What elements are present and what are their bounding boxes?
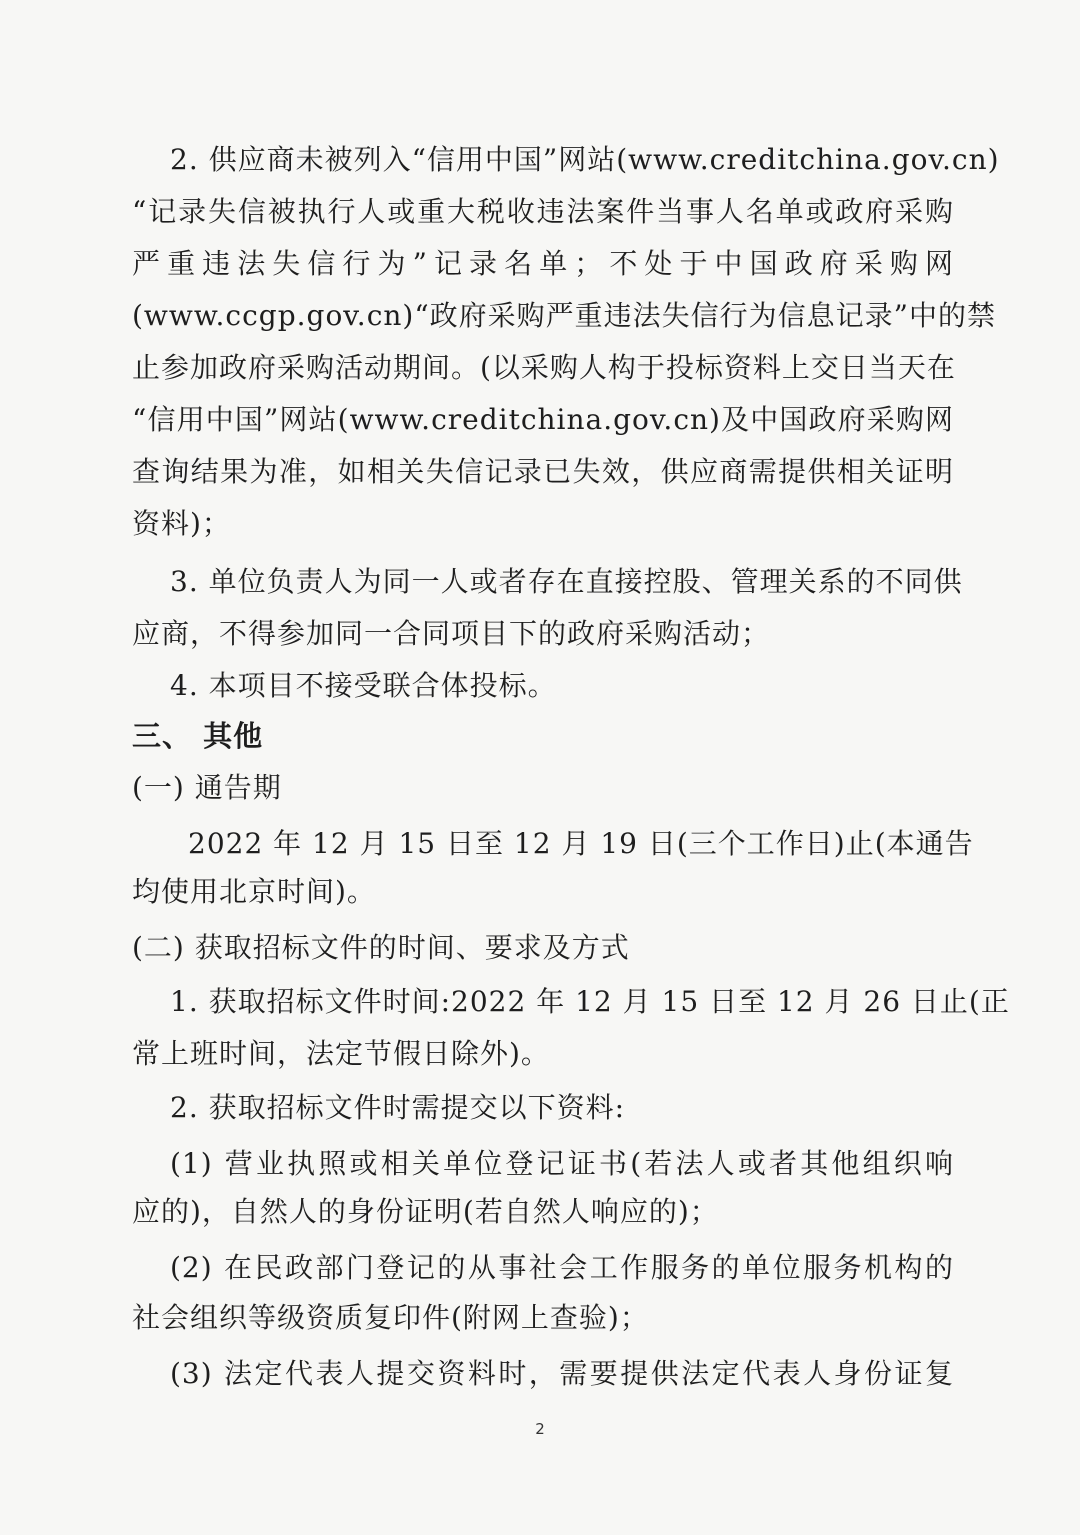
page-number: 2: [535, 1420, 545, 1438]
paragraph-line: 社会组织等级资质复印件(附网上查验)；: [132, 1301, 649, 1334]
paragraph-line: 应商，不得参加同一合同项目下的政府采购活动；: [132, 617, 771, 650]
paragraph-line: (3) 法定代表人提交资料时，需要提供法定代表人身份证复: [170, 1357, 954, 1390]
paragraph-line: 止参加政府采购活动期间。(以采购人构于投标资料上交日当天在: [132, 351, 956, 384]
paragraph-line: 3. 单位负责人为同一人或者存在直接控股、管理关系的不同供: [170, 565, 963, 598]
paragraph-line: 2022 年 12 月 15 日至 12 月 19 日(三个工作日)止(本通告: [188, 827, 974, 860]
paragraph-line: (2) 在民政部门登记的从事社会工作服务的单位服务机构的: [170, 1251, 954, 1284]
paragraph-line: “信用中国”网站(www.creditchina.gov.cn)及中国政府采购网: [132, 403, 954, 436]
paragraph-line: “记录失信被执行人或重大税收违法案件当事人名单或政府采购: [132, 195, 954, 228]
paragraph-line: 均使用北京时间)。: [132, 875, 376, 908]
paragraph-line: 2. 供应商未被列入“信用中国”网站(www.creditchina.gov.cn): [170, 143, 1000, 176]
paragraph-line: 常上班时间，法定节假日除外)。: [132, 1037, 550, 1070]
paragraph-line: 严重违法失信行为”记录名单；不处于中国政府采购网: [132, 247, 954, 280]
paragraph-line: 应的)，自然人的身份证明(若自然人响应的)；: [132, 1195, 719, 1228]
paragraph-line: (1) 营业执照或相关单位登记证书(若法人或者其他组织响: [170, 1147, 954, 1180]
paragraph-line: 2. 获取招标文件时需提交以下资料:: [170, 1091, 626, 1124]
paragraph-line: 查询结果为准，如相关失信记录已失效，供应商需提供相关证明: [132, 455, 954, 488]
paragraph-line: 1. 获取招标文件时间:2022 年 12 月 15 日至 12 月 26 日止(正: [170, 985, 1010, 1018]
section-heading: 三、 其他: [132, 719, 264, 753]
paragraph-line: 资料)；: [132, 507, 231, 540]
paragraph-line: 4. 本项目不接受联合体投标。: [170, 669, 557, 702]
subsection-heading: (二) 获取招标文件的时间、要求及方式: [132, 931, 630, 964]
paragraph-line: (www.ccgp.gov.cn)“政府采购严重违法失信行为信息记录”中的禁: [132, 299, 996, 332]
subsection-heading: (一) 通告期: [132, 771, 282, 804]
